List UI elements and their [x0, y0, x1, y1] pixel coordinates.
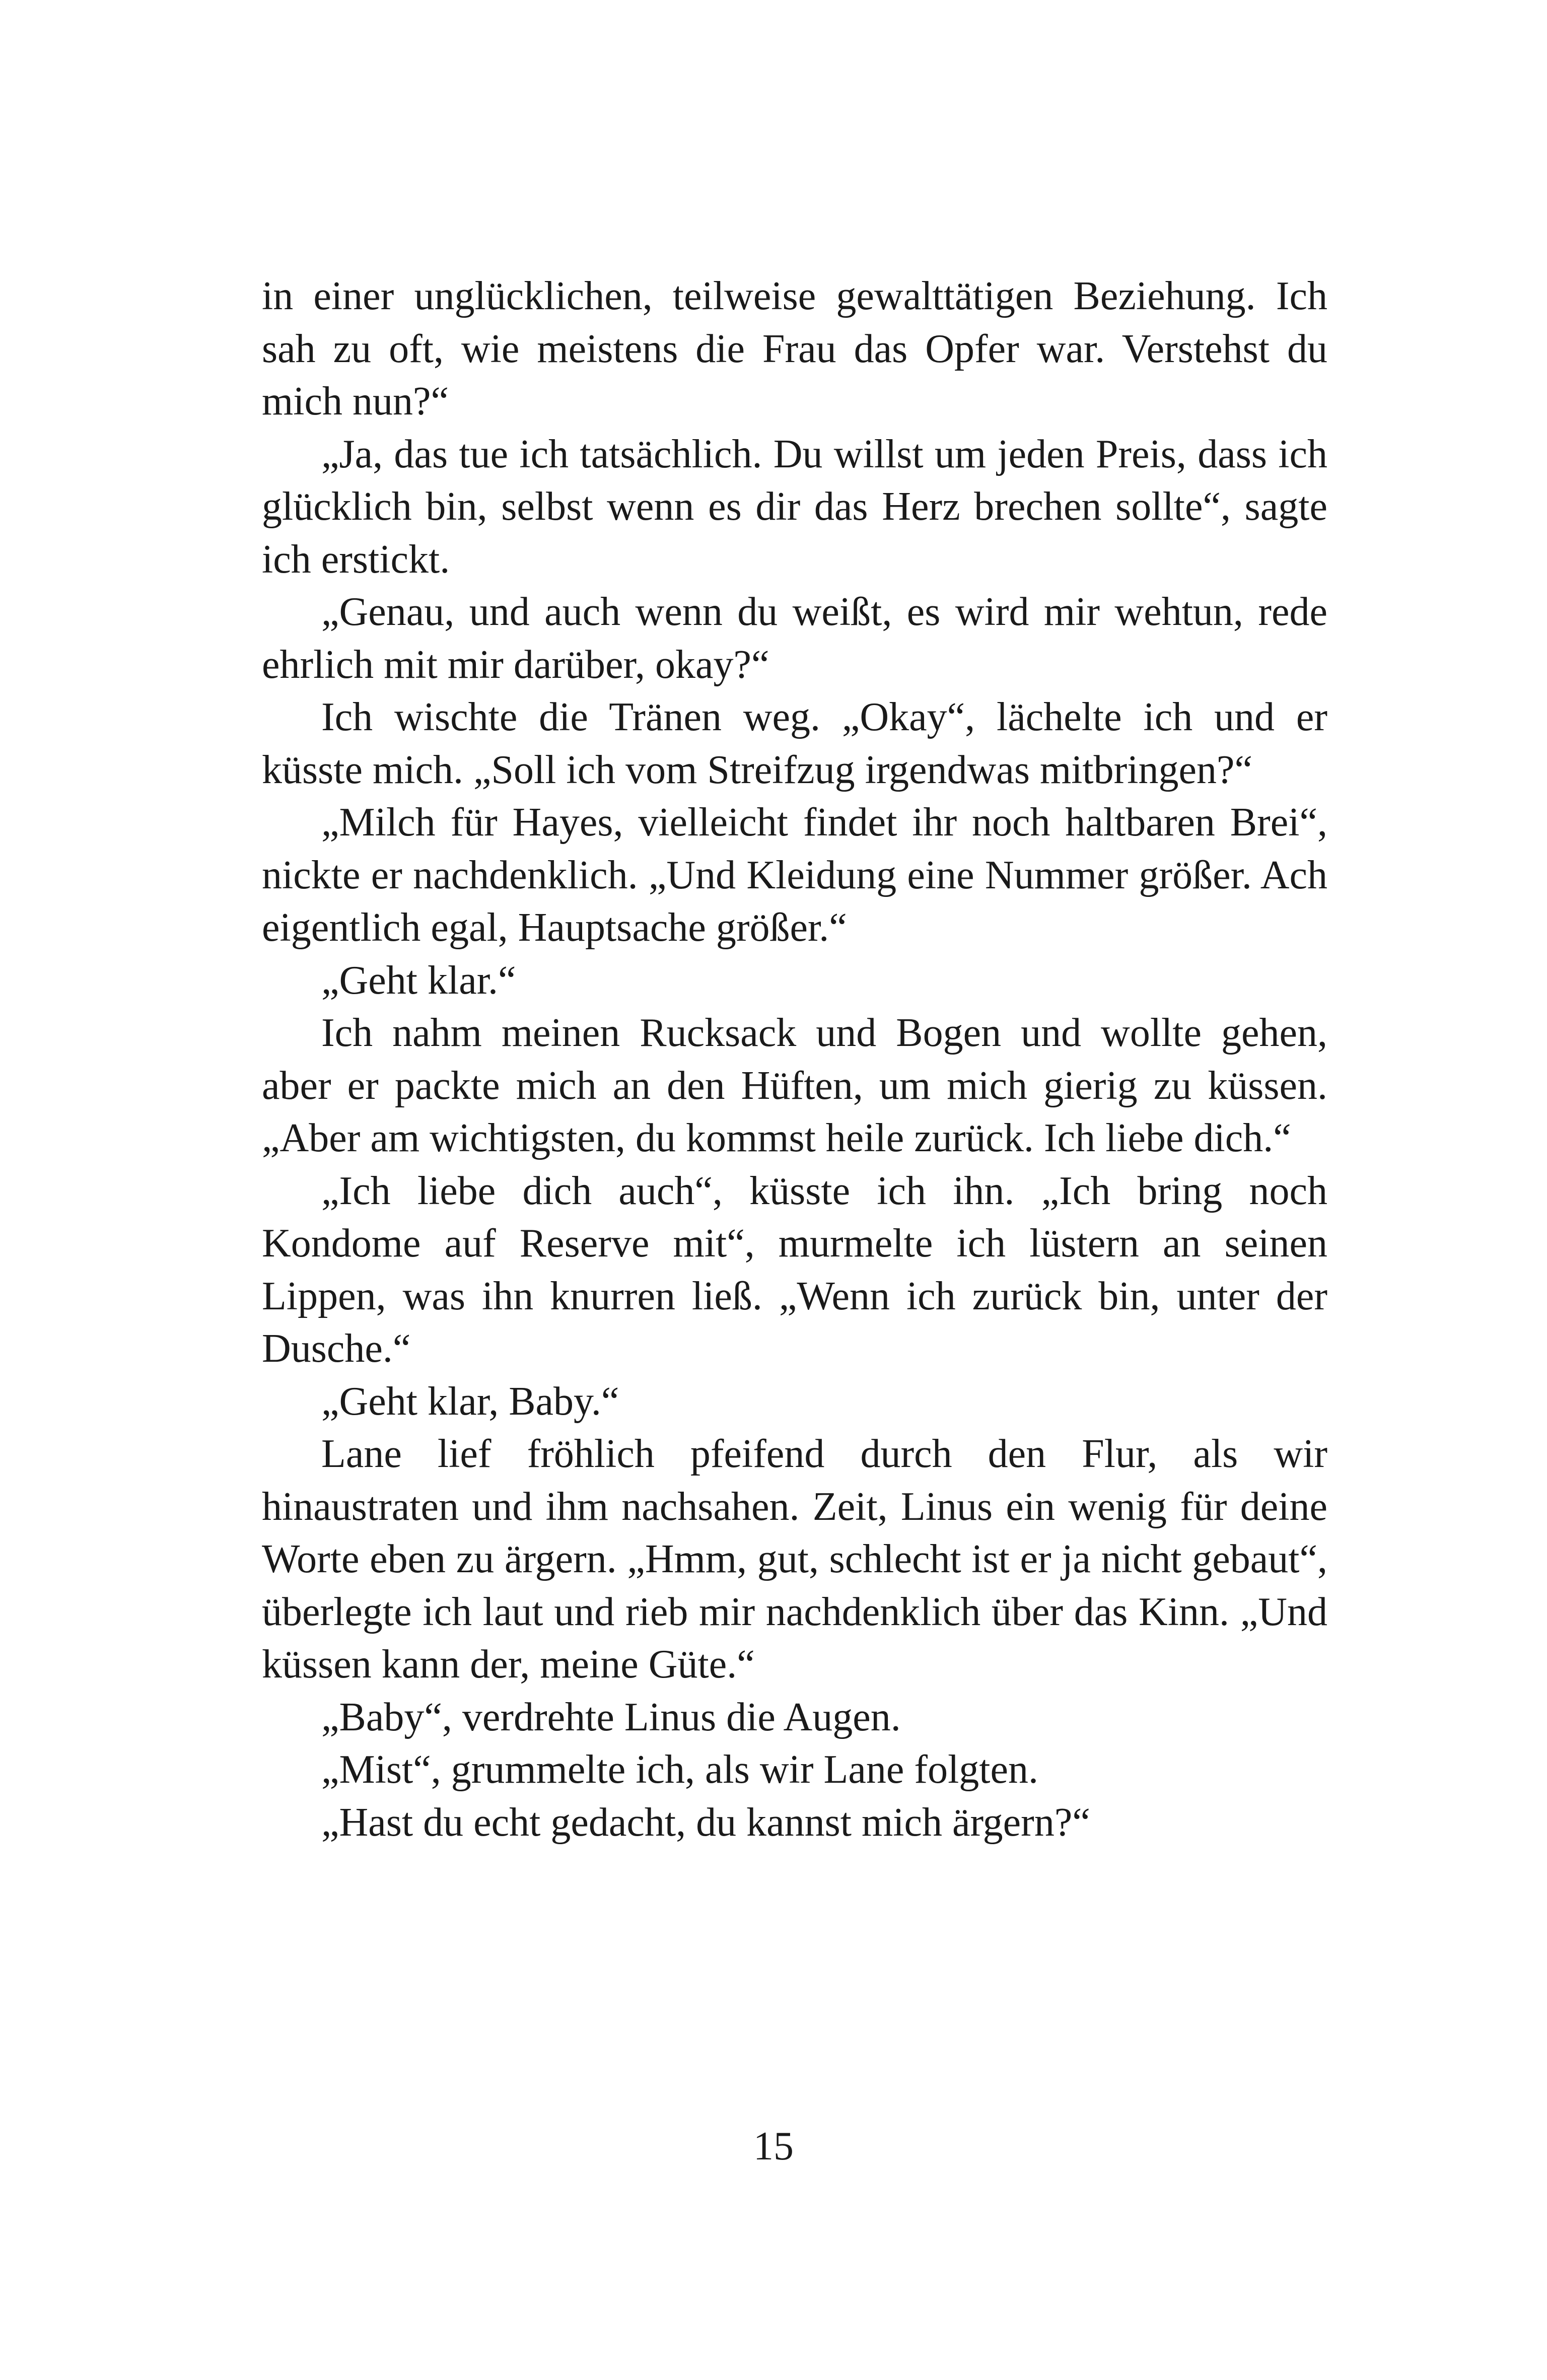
paragraph-9: „Geht klar, Baby.“ [321, 1379, 619, 1424]
paragraph-5: „Milch für Hayes, vielleicht findet ihr noch haltbaren Brei“, nickte er nachdenklich. „Und Kleidung eine Nummer größer. Ach eigentlich egal, Hauptsache größer.“ [262, 800, 1327, 950]
paragraph-11: „Baby“, verdrehte Linus die Augen. [321, 1695, 901, 1739]
paragraph-10: Lane lief fröhlich pfeifend durch den Flur, als wir hinaustraten und ihm nachsahen. Zeit, Linus ein wenig für deine Worte eben zu ärgern. „Hmm, gut, schlecht ist er ja nicht gebaut“, überlegte ich laut und rieb mir nachdenklich über das Kinn. „Und küssen kann der, meine Güte.“ [262, 1432, 1327, 1687]
paragraph-1: in einer unglücklichen, teilweise gewalttätigen Beziehung. Ich sah zu oft, wie meistens die Frau das Opfer war. Verstehst du mich nun?“ [262, 274, 1327, 424]
paragraph-2: „Ja, das tue ich tatsächlich. Du willst um jeden Preis, dass ich glücklich bin, selbst wenn es dir das Herz brechen sollte“, sagte ich erstickt. [262, 432, 1327, 582]
paragraph-12: „Mist“, grummelte ich, als wir Lane folgten. [321, 1747, 1039, 1792]
paragraph-6: „Geht klar.“ [321, 958, 516, 1003]
paragraph-8: „Ich liebe dich auch“, küsste ich ihn. „Ich bring noch Kondome auf Reserve mit“, murmelte ich lüstern an seinen Lippen, was ihn knurren ließ. „Wenn ich zurück bin, unter der Dusche.“ [262, 1168, 1327, 1371]
body-text [262, 270, 1327, 1849]
paragraph-13: „Hast du echt gedacht, du kannst mich ärgern?“ [321, 1800, 1090, 1845]
page-number: 15 [753, 2124, 794, 2168]
paragraph-7: Ich nahm meinen Rucksack und Bogen und wollte gehen, aber er packte mich an den Hüften, um mich gierig zu küssen. „Aber am wichtigsten, du kommst heile zurück. Ich liebe dich.“ [262, 1011, 1327, 1160]
paragraph-4: Ich wischte die Tränen weg. „Okay“, lächelte ich und er küsste mich. „Soll ich vom Streifzug irgendwas mitbringen?“ [262, 695, 1327, 792]
paragraph-3: „Genau, und auch wenn du weißt, es wird mir wehtun, rede ehrlich mit mir darüber, okay?“ [262, 590, 1327, 687]
